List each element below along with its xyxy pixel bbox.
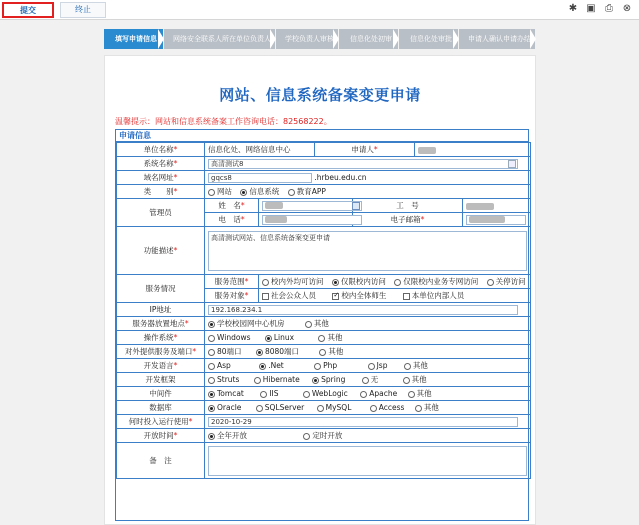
framework-radio-none[interactable] (362, 377, 369, 384)
step-applicant-confirm: 申请人确认申请办结 (459, 29, 535, 49)
step-it-approval: 信息化处审批 (399, 29, 458, 49)
submit-button[interactable]: 提交 (2, 2, 54, 18)
unit-label: 单位名称* (117, 143, 205, 157)
workno-value (463, 199, 531, 213)
row-open (117, 429, 531, 443)
ip-label: IP地址 (117, 303, 205, 317)
db-options: Oracle SQLServer MySQL Access 其他 (205, 401, 531, 415)
os-radio-windows[interactable] (208, 335, 215, 342)
domain-label: 域名网址* (117, 171, 205, 185)
domain-cell (205, 171, 531, 185)
os-radio-other[interactable] (318, 335, 325, 342)
target-check-campus[interactable] (332, 293, 339, 300)
type-option-system: 信息系统 (249, 187, 280, 196)
row-scope (117, 275, 531, 289)
sysname-label: 系统名称* (117, 157, 205, 171)
toolbar-icons (567, 3, 633, 15)
stop-button[interactable]: 终止 (60, 2, 106, 18)
port-radio-80[interactable] (208, 349, 215, 356)
page-title: 网站、信息系统备案变更申请 (219, 86, 421, 104)
middleware-radio-apache[interactable] (360, 391, 367, 398)
email-cell (463, 213, 531, 227)
middleware-radio-tomcat[interactable] (208, 391, 215, 398)
step-school-review: 学校负责人审核 (276, 29, 338, 49)
func-textarea[interactable]: 高清测试网站、信息系统备案变更申请 (208, 231, 527, 271)
type-radio-website[interactable] (208, 189, 215, 196)
name-input[interactable] (262, 201, 362, 211)
name-cell (259, 199, 353, 213)
location-options: 学校校园网中心机房 其他 (205, 317, 531, 331)
workno-redacted (466, 203, 494, 210)
target-options: 社会公众人员 ✓ 校内全体师生 本单位内部人员 (259, 289, 531, 303)
lang-radio-asp[interactable] (208, 363, 215, 370)
row-db (117, 401, 531, 415)
contact-tip: 温馨提示：网站和信息系统备案工作咨询电话：82568222。 (115, 117, 332, 126)
func-label: 功能描述* (117, 227, 205, 275)
applicant-label: 申请人* (315, 143, 415, 157)
port-radio-other[interactable] (319, 349, 326, 356)
bug-icon[interactable]: ✱ (568, 3, 578, 14)
row-ip (117, 303, 531, 317)
form-paper (104, 55, 536, 525)
db-radio-mysql[interactable] (317, 405, 324, 412)
port-label: 对外提供服务及端口* (117, 345, 205, 359)
open-label: 开放时间* (117, 429, 205, 443)
db-label: 数据库 (117, 401, 205, 415)
lang-label: 开发语言* (117, 359, 205, 373)
save-icon[interactable]: ▣ (586, 3, 596, 14)
sysname-dropdown-icon[interactable] (508, 160, 516, 168)
middleware-radio-iis[interactable] (260, 391, 267, 398)
row-domain (117, 171, 531, 185)
target-check-public[interactable] (262, 293, 269, 300)
lang-radio-net[interactable] (259, 363, 266, 370)
os-options: Windows Linux 其他 (205, 331, 531, 345)
row-manager-name (117, 199, 531, 213)
type-option-app: 教育APP (296, 187, 326, 196)
lang-radio-other[interactable] (404, 363, 411, 370)
target-check-unit[interactable] (403, 293, 410, 300)
unit-value: 信息化处、网络信息中心 (205, 143, 315, 157)
step-it-initial-review: 信息化处初审 (339, 29, 398, 49)
framework-options: Struts Hibernate Spring 无 其他 (205, 373, 531, 387)
scope-radio-private[interactable] (394, 279, 401, 286)
name-label: 姓 名* (205, 199, 259, 213)
remark-cell (205, 443, 531, 479)
section-title: 申请信息 (116, 130, 528, 142)
type-radio-app[interactable] (288, 189, 295, 196)
framework-radio-spring[interactable] (312, 377, 319, 384)
middleware-options: Tomcat IIS WebLogic Apache 其他 (205, 387, 531, 401)
date-input[interactable]: 2020-10-29 (208, 417, 518, 427)
scope-label: 服务范围* (205, 275, 259, 289)
ip-cell (205, 303, 531, 317)
step-fill-application: 填写申请信息 (104, 29, 163, 49)
domain-input[interactable]: gqcs8 (208, 173, 312, 183)
framework-label: 开发框架 (117, 373, 205, 387)
open-radio-all-year[interactable] (208, 433, 215, 440)
row-os (117, 331, 531, 345)
ip-input[interactable]: 192.168.234.1 (208, 305, 518, 315)
target-label: 服务对象* (205, 289, 259, 303)
user-picker-icon[interactable] (352, 202, 360, 210)
toolbar (0, 0, 639, 20)
lang-options: Asp .Net Php Jsp 其他 (205, 359, 531, 373)
email-label: 电子邮箱* (353, 213, 463, 227)
type-radio-system[interactable] (240, 189, 247, 196)
location-radio-other[interactable] (305, 321, 312, 328)
open-options: 全年开放 定时开放 (205, 429, 531, 443)
row-location (117, 317, 531, 331)
port-radio-8080[interactable] (256, 349, 263, 356)
application-form-table (116, 142, 531, 479)
location-label: 服务器放置地点* (117, 317, 205, 331)
lang-radio-php[interactable] (314, 363, 321, 370)
row-lang (117, 359, 531, 373)
applicant-value (415, 143, 531, 157)
domain-suffix: .hrbeu.edu.cn (314, 172, 367, 182)
close-icon[interactable]: ⊗ (622, 3, 632, 14)
os-radio-linux[interactable] (265, 335, 272, 342)
sysname-cell (205, 157, 531, 171)
row-middleware (117, 387, 531, 401)
remark-label: 备 注 (117, 443, 205, 479)
applicant-redacted (418, 147, 436, 154)
row-unit (117, 143, 531, 157)
row-framework (117, 373, 531, 387)
row-sysname (117, 157, 531, 171)
os-label: 操作系统* (117, 331, 205, 345)
port-options: 80端口 8080端口 其他 (205, 345, 531, 359)
phone-input[interactable] (262, 215, 362, 225)
row-remark (117, 443, 531, 479)
email-input[interactable] (466, 215, 526, 225)
row-function (117, 227, 531, 275)
step-unit-leader: 网络安全联系人所在单位负责人 (164, 29, 275, 49)
application-info-section (115, 129, 529, 521)
manager-label: 管理员 (117, 199, 205, 227)
location-radio-center[interactable] (208, 321, 215, 328)
scope-radio-campus[interactable] (332, 279, 339, 286)
framework-radio-other[interactable] (403, 377, 410, 384)
remark-textarea[interactable] (208, 446, 527, 476)
middleware-radio-other[interactable] (408, 391, 415, 398)
open-radio-scheduled[interactable] (303, 433, 310, 440)
phone-label: 电 话* (205, 213, 259, 227)
workno-label: 工 号 (353, 199, 463, 213)
type-options (205, 185, 531, 199)
row-port (117, 345, 531, 359)
func-cell (205, 227, 531, 275)
row-type (117, 185, 531, 199)
db-radio-other[interactable] (415, 405, 422, 412)
type-label: 类 别* (117, 185, 205, 199)
db-radio-access[interactable] (370, 405, 377, 412)
framework-radio-hibernate[interactable] (254, 377, 261, 384)
db-radio-sqlserver[interactable] (256, 405, 263, 412)
scope-radio-all[interactable] (262, 279, 269, 286)
svc-label: 服务情况 (117, 275, 205, 303)
middleware-radio-weblogic[interactable] (303, 391, 310, 398)
scope-options: 校内外均可访问 仅限校内访问 仅限校内业务专网访问 关停访问 (259, 275, 531, 289)
middleware-label: 中间件 (117, 387, 205, 401)
date-label: 何时投入运行使用* (117, 415, 205, 429)
phone-cell (259, 213, 353, 227)
row-date (117, 415, 531, 429)
print-icon[interactable]: ⎙ (605, 3, 613, 14)
sysname-input[interactable]: 高清测试8 (208, 159, 518, 169)
workflow-steps (104, 29, 536, 49)
date-cell (205, 415, 531, 429)
db-radio-oracle[interactable] (208, 405, 215, 412)
scope-radio-off[interactable] (487, 279, 494, 286)
type-option-website: 网站 (217, 187, 232, 196)
lang-radio-jsp[interactable] (368, 363, 375, 370)
framework-radio-struts[interactable] (208, 377, 215, 384)
